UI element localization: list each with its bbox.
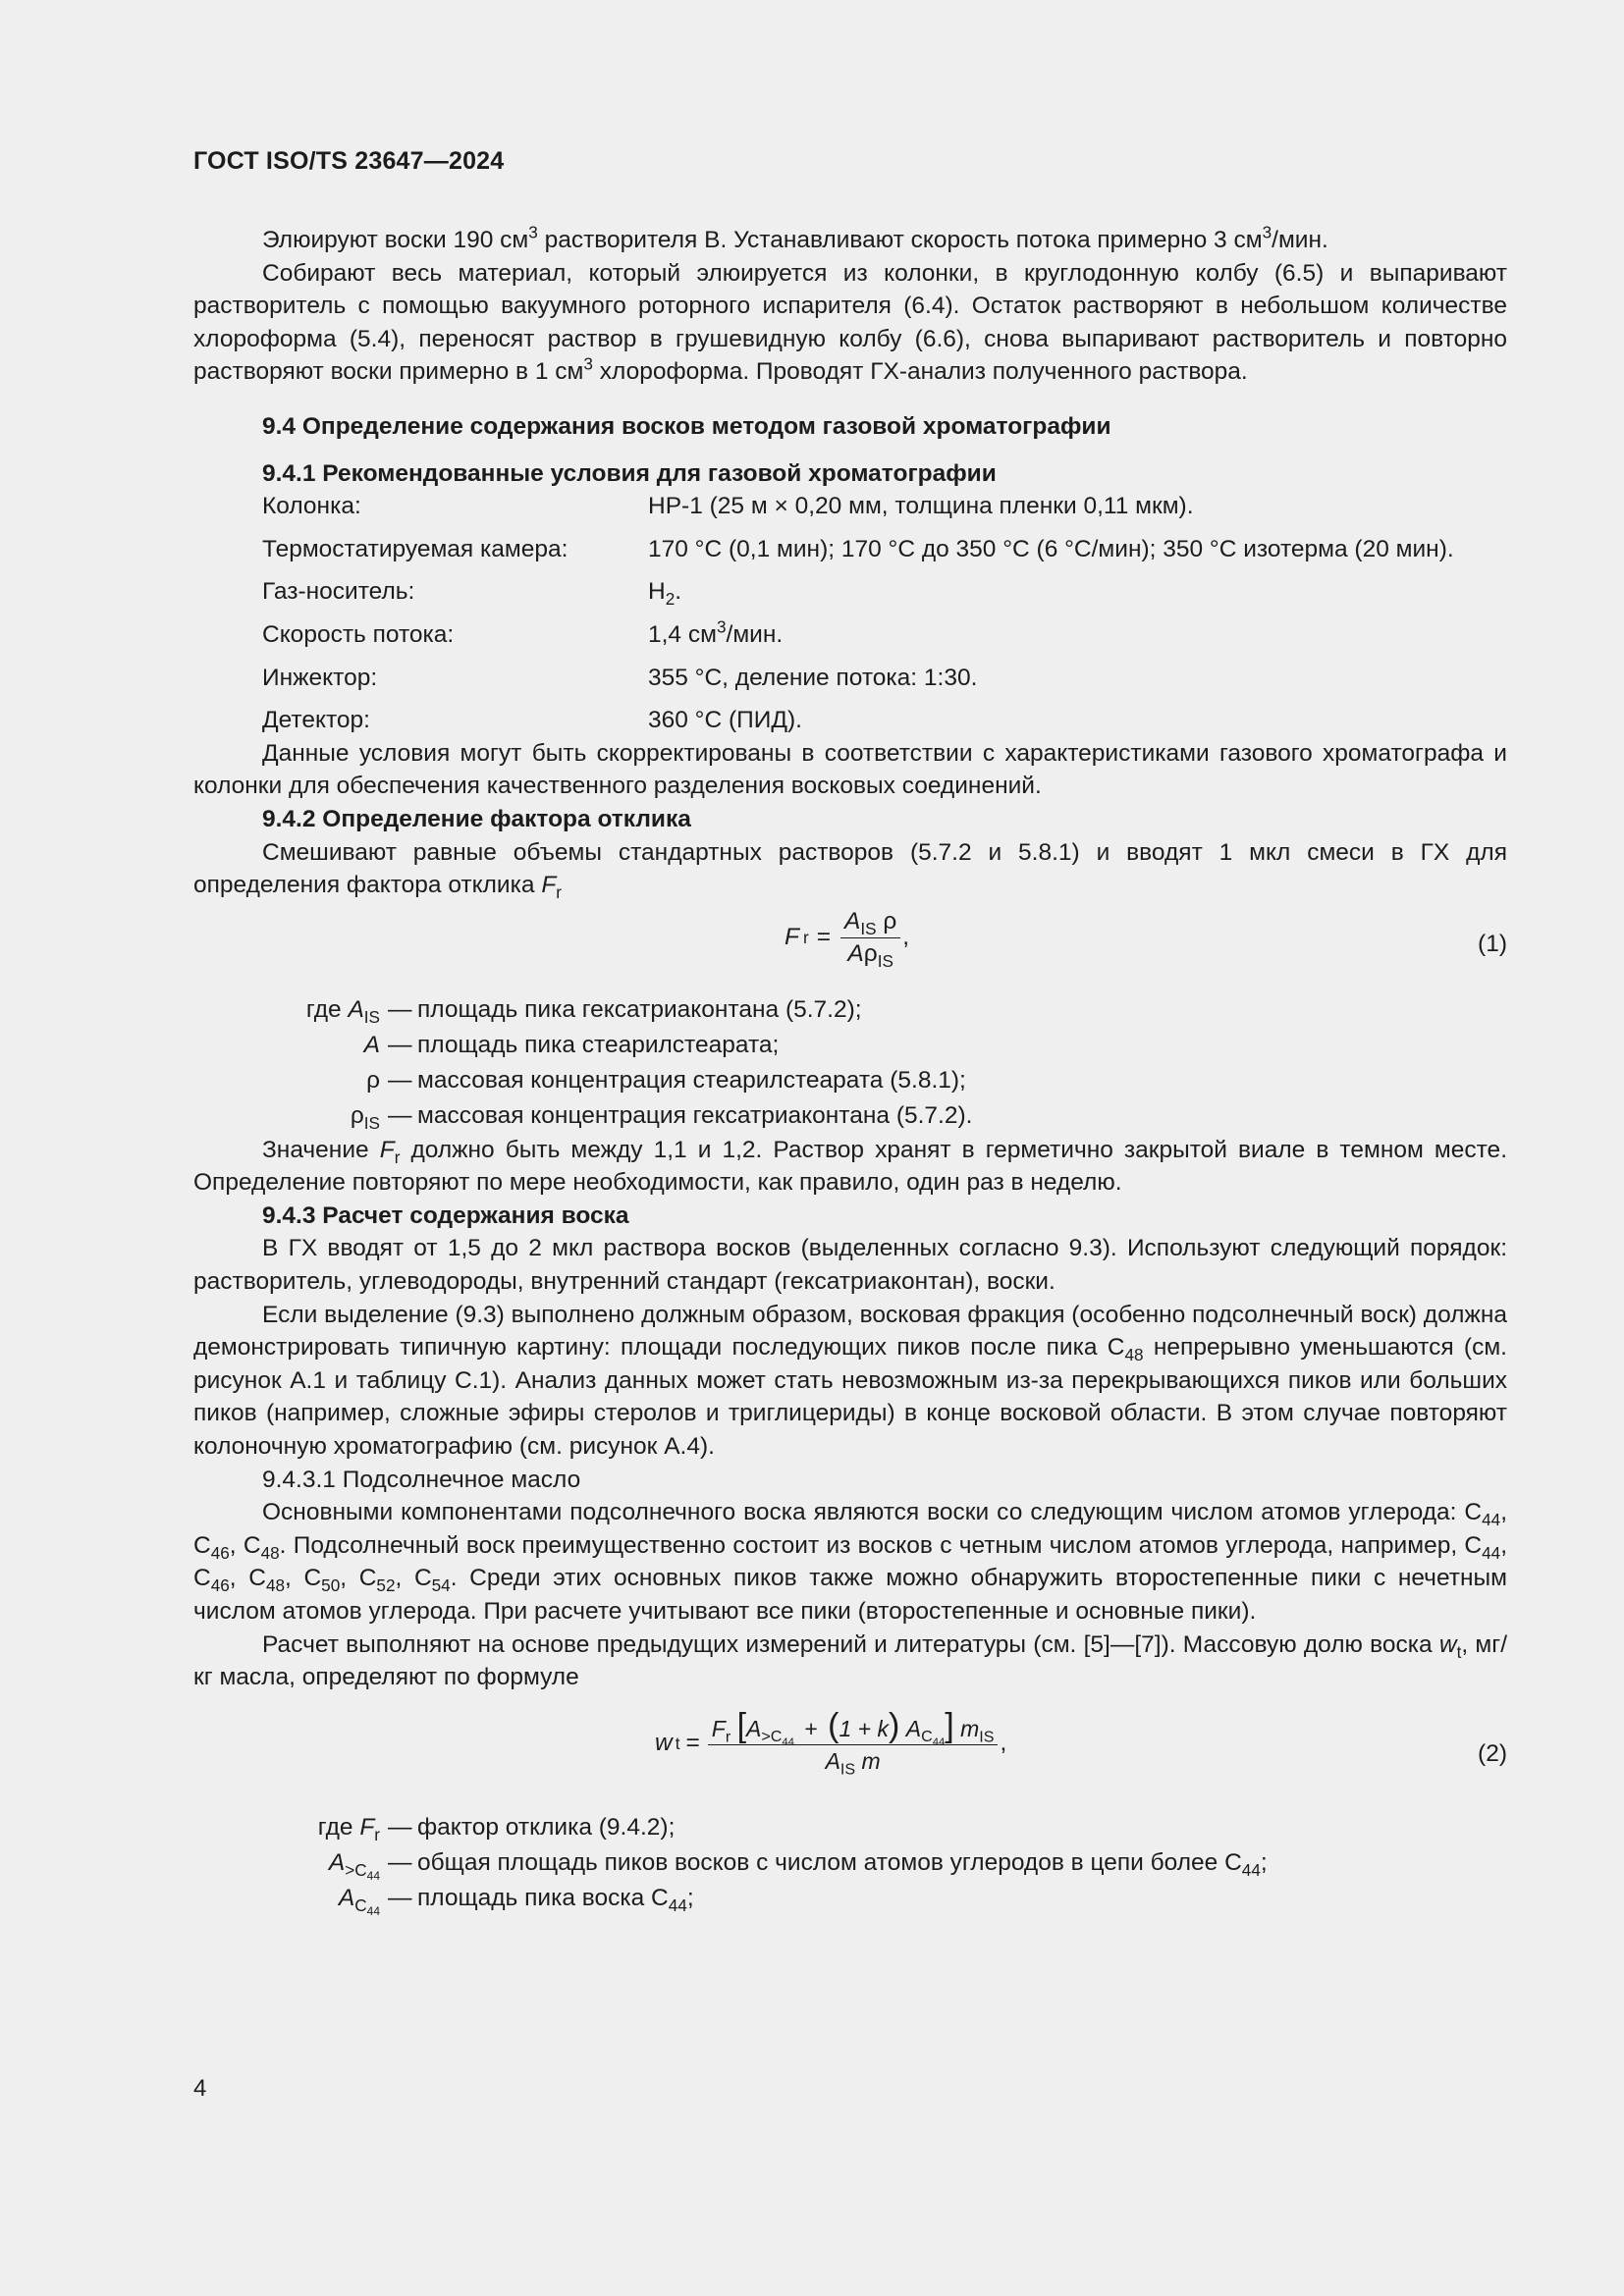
- subsection-heading-9-4-3-1: 9.4.3.1 Подсолнечное масло: [262, 1466, 581, 1493]
- equation-2-number: (2): [1478, 1739, 1507, 1767]
- section-heading-9-4: 9.4 Определение содержания восков методом газовой хроматографии: [262, 412, 1111, 440]
- equation-1: [193, 902, 1507, 983]
- legend-item: где $F_r$ — фактор отклика (9.4.2);: [317, 1813, 676, 1844]
- page-number: 4: [193, 2075, 207, 2102]
- section-heading-9-4-1: 9.4.1 Рекомендованные условия для газовой хроматографии: [262, 459, 997, 487]
- paragraph-conditions-note: Данные условия могут быть скорректированы в соответствии с характеристиками газового хроматографа и колонки для обеспечения качественного разделения восковых соединений.: [193, 739, 1507, 800]
- equation-2-legend: [193, 1810, 1507, 1916]
- legend-item: ρ — массовая концентрация стеарилстеарата (5.8.1);: [366, 1066, 966, 1094]
- legend-item: A — площадь пика стеарилстеарата;: [363, 1031, 780, 1058]
- legend-item: где $A_{IS}$ — площадь пика гексатриаконтана (5.7.2);: [305, 995, 862, 1027]
- paragraph-mass-fraction: Расчет выполняют на основе предыдущих измерений и литературы (см. [5]—[7]). Массовую долю воска $w_t$, мг/кг масла, определяют по формуле: [193, 1630, 1507, 1691]
- legend-item: $A_{>C_{44}}$ — общая площадь пиков восков с числом атомов углеродов в цепи более $C_{44}$;: [328, 1848, 1268, 1883]
- document-header: ГОСТ ISO/TS 23647—2024: [193, 147, 505, 175]
- paragraph-injection-order: В ГХ вводят от 1,5 до 2 мкл раствора восков (выделенных согласно 9.3). Используют следующий порядок: растворитель, углеводороды, внутренний стандарт (гексатриаконтан), воски.: [193, 1235, 1507, 1296]
- equation-1-number: (1): [1478, 930, 1507, 957]
- paragraph-evaporation: Собирают весь материал, который элюируется из колонки, в круглодонную колбу (6.5) и выпаривают растворитель с помощью вакуумного роторного испарителя (6.4). Остаток растворяют в небольшом количестве хлороформа (5.4), переносят раствор в грушевидную колбу (6.6), снова выпаривают растворитель и повторно растворяют воски примерно в 1 $см^3$ хлороформа. Проводят ГХ-анализ полученного раствора.: [193, 259, 1507, 386]
- paragraph-wax-fraction: Если выделение (9.3) выполнено должным образом, восковая фракция (особенно подсолнечный воск) должна демонстрировать типичную картину: площади последующих пиков после пика $C_{48}$ непрерывно уменьшаются (см. рисунок A.1 и таблицу C.1). Анализ данных может стать невозможным из-за перекрывающихся пиков или больших пиков (например, сложные эфиры стеролов и триглицериды) в конце восковой области. В этом случае повторяют колоночную хроматографию (см. рисунок A.4).: [193, 1301, 1507, 1461]
- legend-item: $A_{C_{44}}$ — площадь пика воска $C_{44}$;: [338, 1884, 694, 1918]
- section-heading-9-4-2: 9.4.2 Определение фактора отклика: [262, 805, 691, 832]
- equation-2-fraction: $F_r$ [$A_{>C_{44}} + (1 + k)$ $A_{C_{44}}$] $m_{IS}$ $A_{IS}$ m: [708, 1712, 999, 1776]
- equation-1-formula: F r = $\frac{A_{IS} \rho}{A\rho_{IS}}$ ,: [785, 907, 910, 971]
- document-body: [193, 147, 1507, 1916]
- condition-row-detector: Детектор: 360 °C (ПИД).: [262, 707, 802, 734]
- condition-row-column: Колонка: HP-1 (25 м × 0,20 мм, толщина пленки 0,11 мкм).: [262, 493, 1194, 520]
- paragraph-response-factor: Смешивают равные объемы стандартных растворов (5.7.2 и 5.8.1) и вводят 1 мкл смеси в ГХ для определения фактора отклика $F_r$: [193, 838, 1507, 903]
- condition-row-oven: Термостатируемая камера: 170 °C (0,1 мин); 170 °C до 350 °C (6 °C/мин); 350 °C изотерма (20 мин).: [262, 535, 1454, 562]
- condition-row-carrier-gas: Газ-носитель: $H_2$.: [262, 578, 682, 610]
- gc-conditions-table: [262, 490, 1507, 737]
- section-heading-9-4-3: 9.4.3 Расчет содержания воска: [262, 1201, 629, 1229]
- equation-2-formula: w t = $F_r$ [$A_{>C_{44}} + (1 + k)$ $A_{C_{44}}$] $m_{IS}$ $A_{IS}$ m ,: [655, 1706, 1007, 1779]
- equation-1-fraction: $\frac{A_{IS} \rho}{A\rho_{IS}}$: [840, 908, 900, 968]
- equation-1-legend: [193, 992, 1507, 1134]
- paragraph-rf-value: Значение $F_r$ должно быть между 1,1 и 1,2. Раствор хранят в герметично закрытой виале в темном месте. Определение повторяют по мере необходимости, как правило, один раз в неделю.: [193, 1136, 1507, 1197]
- paragraph-elution: Элюируют воски 190 $см^3$ растворителя B. Устанавливают скорость потока примерно 3 $см^3$/мин.: [262, 222, 1328, 253]
- paragraph-sunflower-wax: Основными компонентами подсолнечного воска являются воски со следующим числом атомов углерода: $C_{44}$, $C_{46}$, $C_{48}$. Подсолнечный воск преимущественно состоит из восков с четным числом атомов углерода, например, $C_{44}$, $C_{46}$, $C_{48}$, $C_{50}$, $C_{52}$, $C_{54}$. Среди этих основных пиков также можно обнаружить второстепенные пики с нечетным числом атомов углерода. При расчете учитывают все пики (второстепенные и основные пики).: [193, 1499, 1507, 1625]
- equation-2: [193, 1708, 1507, 1800]
- condition-row-injector: Инжектор: 355 °C, деление потока: 1:30.: [262, 664, 978, 691]
- legend-item: $\rho_{IS}$ — массовая концентрация гексатриаконтана (5.7.2).: [350, 1101, 973, 1133]
- condition-row-flow: Скорость потока: 1,4 $см^3$/мин.: [262, 616, 784, 648]
